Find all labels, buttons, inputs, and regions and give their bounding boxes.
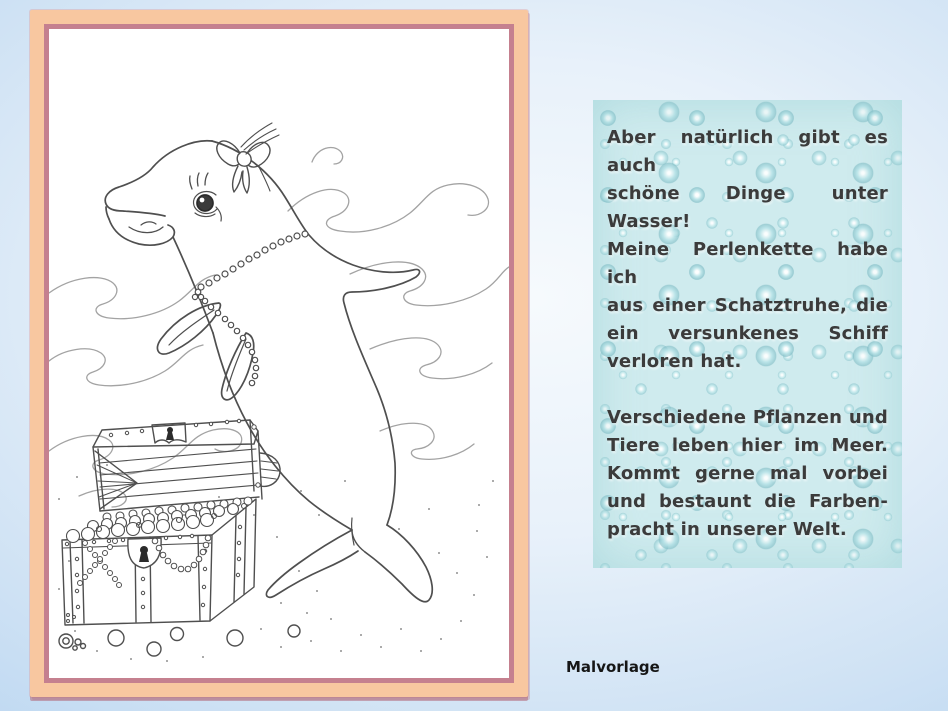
treasure-chest (62, 419, 280, 625)
scattered-pearls (59, 625, 300, 656)
story-text-line: Tiere leben hier im Meer. (607, 435, 888, 456)
pearl-heap (67, 497, 253, 543)
caption: Malvorlage (566, 658, 660, 676)
story-text-line: Kommt gerne mal vorbei (607, 463, 888, 484)
coloring-page-drawing (49, 29, 509, 678)
story-text-line: ein versunkenes Schiff (607, 323, 888, 344)
story-paragraph-2 (607, 404, 888, 544)
story-text-box (593, 100, 902, 568)
story-text-line: verloren hat. (607, 351, 742, 372)
story-text-line: pracht in unserer Welt. (607, 519, 847, 540)
story-text-line: Meine Perlenkette habe ich (607, 239, 888, 288)
story-paragraph-1 (607, 124, 888, 376)
picture-frame (30, 10, 528, 697)
dolphin-eye (190, 173, 222, 221)
story-text-line: und bestaunt die Farben- (607, 491, 888, 512)
story-text-line: schöne Dinge unter Wasser! (607, 183, 888, 232)
story-text-line: Verschiedene Pflanzen und (607, 407, 888, 428)
hair-bow (217, 123, 279, 193)
story-text-line: Aber natürlich gibt es auch (607, 127, 888, 176)
coloring-page (44, 24, 514, 683)
water-waves-lines (49, 147, 509, 507)
story-text-line: aus einer Schatztruhe, die (607, 295, 888, 316)
